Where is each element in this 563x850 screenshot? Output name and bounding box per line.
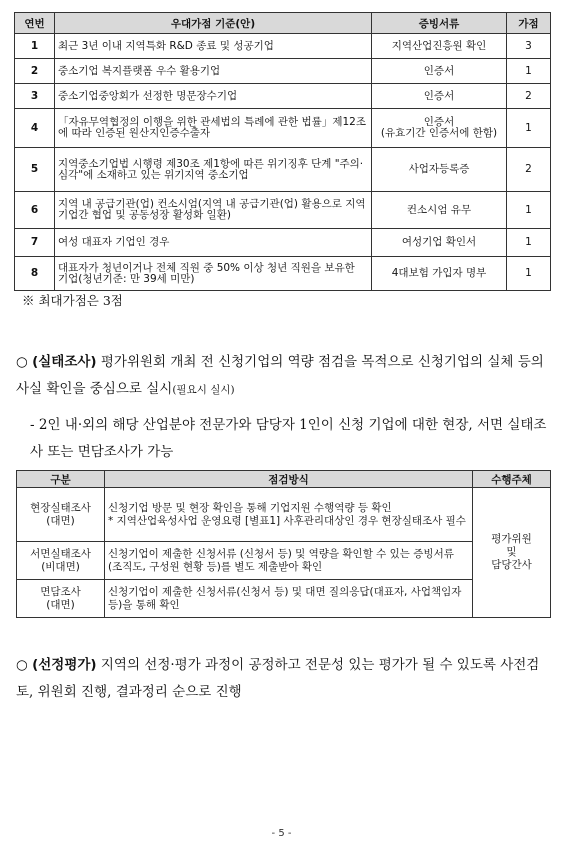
header-score: 가점 — [507, 13, 551, 34]
row-doc: 인증서 — [372, 59, 507, 84]
row-type-main: 서면실태조사 — [30, 547, 91, 560]
row-criteria: 지역중소기업법 시행령 제30조 제1항에 따른 위기징후 단계 "주의·심각"에 소재하고 있는 위기지역 중소기업 — [55, 148, 372, 192]
header-criteria: 우대가점 기준(안) — [55, 13, 372, 34]
section-lead: (실태조사) — [32, 354, 97, 370]
row-no: 6 — [15, 192, 55, 229]
row-criteria: 지역 내 공급기관(업) 컨소시엄(지역 내 공급기관(업) 활용으로 지역기업간 협업 및 공동성장 활성화 일환) — [55, 192, 372, 229]
header-doc: 증빙서류 — [372, 13, 507, 34]
row-criteria: 「자유무역협정의 이행을 위한 관세법의 특례에 관한 법률」제12조에 따라 인증된 원산지인증수출자 — [55, 109, 372, 148]
row-criteria: 최근 3년 이내 지역특화 R&D 종료 및 성공기업 — [55, 34, 372, 59]
selection-section — [16, 652, 554, 706]
row-method: 신청기업이 제출한 신청서류(신청서 등) 및 대면 질의응답(대표자, 사업책임자 등)을 통해 확인 — [105, 580, 473, 618]
survey-section — [16, 349, 554, 404]
table-row — [15, 148, 551, 192]
row-no: 8 — [15, 257, 55, 291]
row-criteria: 대표자가 청년이거나 전체 직원 중 50% 이상 청년 직원을 보유한 기업(청년기준: 만 39세 미만) — [55, 257, 372, 291]
table-row — [15, 192, 551, 229]
row-no: 7 — [15, 229, 55, 257]
row-type — [17, 580, 105, 618]
survey-method-table — [16, 470, 551, 618]
header-performer: 수행주체 — [473, 471, 551, 488]
max-bonus-note: ※ 최대가점은 3점 — [22, 293, 123, 308]
row-score: 2 — [507, 84, 551, 109]
section-small-note: (필요시 실시) — [172, 384, 235, 396]
row-type-main: 면담조사 — [40, 585, 81, 598]
row-type — [17, 542, 105, 580]
performer-line: 및 — [506, 546, 517, 558]
table-row — [15, 229, 551, 257]
row-doc: 컨소시엄 유무 — [372, 192, 507, 229]
row-type-sub: (비대면) — [41, 560, 80, 573]
performer-line: 담당간사 — [491, 559, 532, 571]
row-score: 1 — [507, 59, 551, 84]
row-score: 2 — [507, 148, 551, 192]
row-type-main: 현장실태조사 — [30, 501, 91, 514]
bullet-circle-icon: ○ — [16, 657, 28, 673]
header-type: 구분 — [17, 471, 105, 488]
row-no: 5 — [15, 148, 55, 192]
row-method: 신청기업이 제출한 신청서류 (신청서 등) 및 역량을 확인할 수 있는 증빙서류 (조직도, 구성원 현황 등)를 별도 제출받아 확인 — [105, 542, 473, 580]
row-score: 1 — [507, 257, 551, 291]
row-doc-main: 인증서 — [423, 116, 455, 128]
row-type-sub: (대면) — [46, 598, 75, 611]
table-header-row — [17, 471, 551, 488]
row-doc: 지역산업진흥원 확인 — [372, 34, 507, 59]
table-row — [15, 257, 551, 291]
row-type — [17, 488, 105, 542]
row-performer — [473, 488, 551, 618]
table-row — [17, 542, 551, 580]
section-text: 지역의 선정·평가 과정이 공정하고 전문성 있는 평가가 될 수 있도록 사전검토, 위원회 진행, 결과정리 순으로 진행 — [16, 657, 540, 700]
row-criteria: 여성 대표자 기업인 경우 — [55, 229, 372, 257]
table-row — [15, 59, 551, 84]
row-no: 3 — [15, 84, 55, 109]
header-no: 연번 — [15, 13, 55, 34]
row-doc: 4대보험 가입자 명부 — [372, 257, 507, 291]
performer-line: 평가위원 — [491, 533, 532, 545]
row-score: 3 — [507, 34, 551, 59]
page-number: - 5 - — [271, 828, 292, 839]
row-doc: 사업자등록증 — [372, 148, 507, 192]
table-row — [15, 34, 551, 59]
section-lead: (선정평가) — [32, 657, 97, 673]
row-doc — [372, 109, 507, 148]
row-criteria: 중소기업중앙회가 선정한 명문장수기업 — [55, 84, 372, 109]
header-method: 점검방식 — [105, 471, 473, 488]
row-method-sub: * 지역산업육성사업 운영요령 [별표1] 사후관리대상인 경우 현장실태조사 필수 — [108, 514, 466, 527]
row-method — [105, 488, 473, 542]
row-type-sub: (대면) — [46, 514, 75, 527]
row-criteria: 중소기업 복지플랫폼 우수 활용기업 — [55, 59, 372, 84]
table-row — [15, 109, 551, 148]
section-text: 평가위원회 개최 전 신청기업의 역량 점검을 목적으로 신청기업의 실체 등의 사실 확인을 중심으로 실시 — [16, 354, 544, 397]
bullet-circle-icon: ○ — [16, 354, 28, 370]
row-doc: 여성기업 확인서 — [372, 229, 507, 257]
row-method-main: 신청기업 방문 및 현장 확인을 통해 기업지원 수행역량 등 확인 — [108, 501, 392, 514]
row-no: 1 — [15, 34, 55, 59]
bonus-criteria-table — [14, 12, 551, 291]
row-doc: 인증서 — [372, 84, 507, 109]
row-score: 1 — [507, 192, 551, 229]
row-score: 1 — [507, 109, 551, 148]
row-no: 2 — [15, 59, 55, 84]
row-score: 1 — [507, 229, 551, 257]
table-header-row — [15, 13, 551, 34]
row-no: 4 — [15, 109, 55, 148]
survey-subitem: - 2인 내·외의 해당 산업분야 전문가와 담당자 1인이 신청 기업에 대한 현장, 서면 실태조사 또는 면담조사가 가능 — [30, 417, 547, 460]
table-row — [15, 84, 551, 109]
table-row — [17, 580, 551, 618]
table-row — [17, 488, 551, 542]
row-doc-sub: (유효기간 인증서에 한함) — [380, 127, 498, 139]
